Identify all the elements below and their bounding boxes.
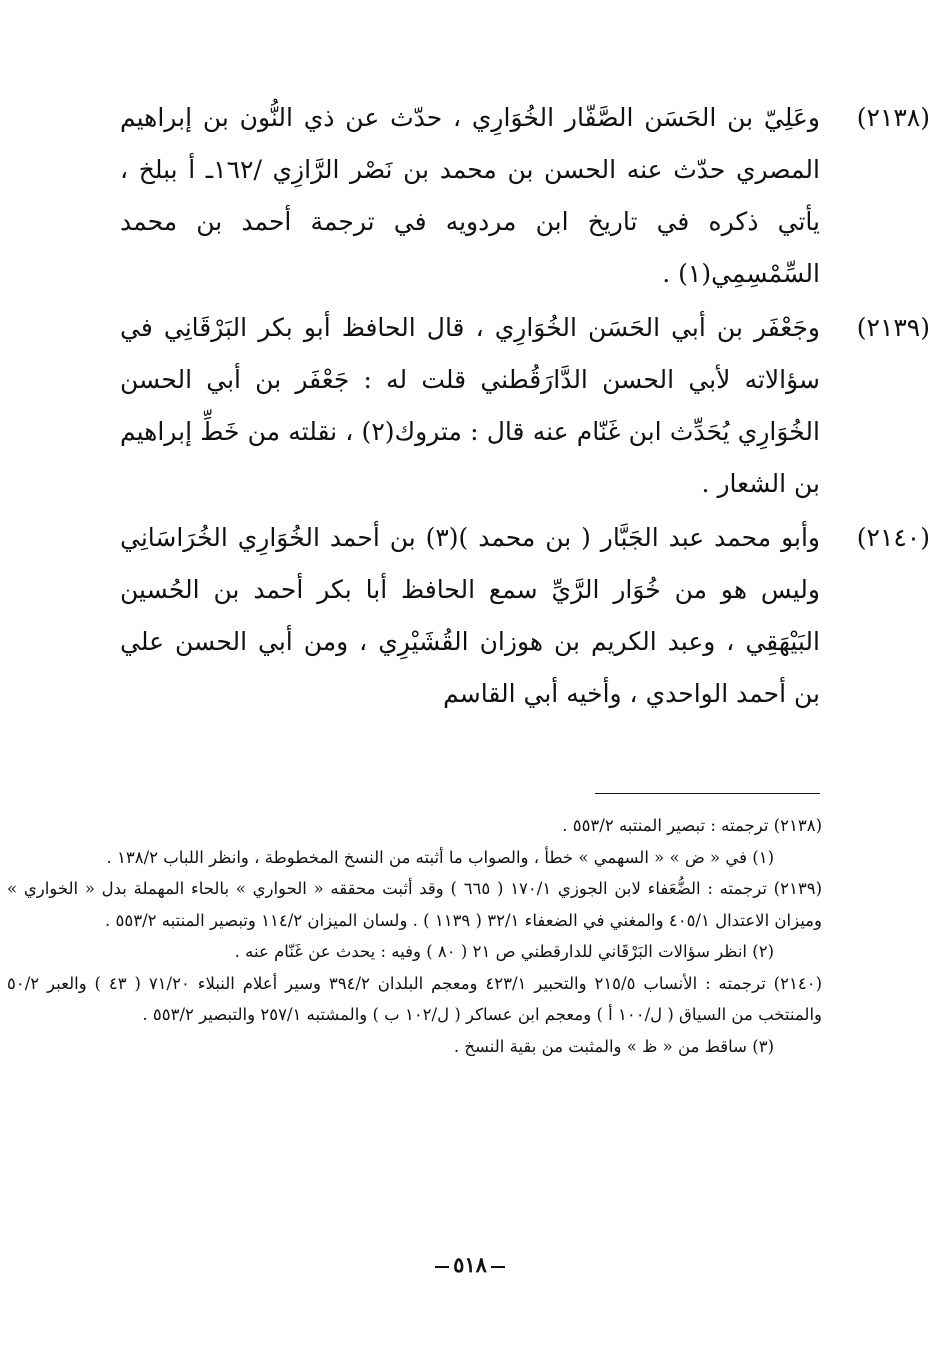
- footnote-separator: [595, 793, 820, 794]
- entry-number: (٢١٣٨): [856, 103, 930, 132]
- footnote-3: (٣) ساقط من « ظ » والمثبت من بقية النسخ .: [453, 1036, 774, 1056]
- dash-left: [435, 1266, 449, 1268]
- entry-number: (٢١٤٠): [856, 523, 930, 552]
- entry-text: وأبو محمد عبد الجَبَّار ( بن محمد )(٣) بن أحمد الخُوَارِي الخُرَاسَانِي وليس هو من خُوَار الرَّيِّ سمع الحافظ أبا بكر أحمد بن الحُسين البَيْهَقِي ، وعبد الكريم بن هوزان القُشَيْرِي ، ومن أبي الحسن علي بن أحمد الواحدي ، وأخيه أبي القاسم: [120, 523, 820, 708]
- entry-number: (٢١٣٩): [856, 313, 930, 342]
- entry-2139: [120, 302, 930, 510]
- page-number: ٥١٨: [453, 1252, 487, 1277]
- entry-text: وجَعْفَر بن أبي الحَسَن الخُوَارِي ، قال الحافظ أبو بكر البَرْقَانِي في سؤالاته لأبي الحسن الدَّارَقُطني قلت له : جَعْفَر بن أبي الحسن الخُوَارِي يُحَدِّث ابن غَنّام عنه قال : متروك(٢) ، نقلته من خَطِّ إبراهيم بن الشعار .: [120, 313, 820, 498]
- footnotes: [7, 810, 822, 1062]
- entry-text: وعَلِيّ بن الحَسَن الصَّفّار الخُوَارِي ، حدّث عن ذي النُّون بن إبراهيم المصري حدّث عنه الحسن بن محمد بن نَصْر الرَّازِي /١٦٢ـ أ ببلخ ، يأتي ذكره في تاريخ ابن مردويه في ترجمة أحمد بن محمد السِّمْسِمِي(١) .: [120, 103, 820, 288]
- entry-2140: [120, 512, 930, 720]
- footnote-1: (١) في « ض » « السهمي » خطأ ، والصواب ما أثبته من النسخ المخطوطة ، وانظر اللباب ١٣٨/٢ .: [106, 847, 774, 867]
- page-number-block: [0, 1250, 940, 1280]
- footnote-entry-2139: (٢١٣٩) ترجمته : الضُّعَفاء لابن الجوزي ١٧٠/١ ( ٦٦٥ ) وقد أثبت محققه « الحواري » بالحاء المهملة بدل « الخواري » وميزان الاعتدال ٤٠٥/١ والمغني في الضعفاء ٣٢/١ ( ١١٣٩ ) . ولسان الميزان ١١٤/٢ وتبصير المنتبه ٥٥٣/٢ .: [7, 879, 822, 930]
- entry-2138: [120, 92, 930, 300]
- dash-right: [491, 1266, 505, 1268]
- footnote-entry-2140: (٢١٤٠) ترجمته : الأنساب ٢١٥/٥ والتحبير ٤٢٣/١ ومعجم البلدان ٣٩٤/٢ وسير أعلام النبلاء ٧١/٢٠ ( ٤٣ ) والعبر ٥٠/٢ والمنتخب من السياق ( ل/١٠٠ أ ) ومعجم ابن عساكر ( ل/١٠٢ ب ) والمشتبه ٢٥٧/١ والتبصير ٥٥٣/٢ .: [7, 973, 823, 1024]
- footnote-entry-2138: (٢١٣٨) ترجمته : تبصير المنتبه ٥٥٣/٢ .: [562, 816, 822, 835]
- footnote-2: (٢) انظر سؤالات البَرْقَاني للدارقطني ص ٢١ ( ٨٠ ) وفيه : يحدث عن غَنّام عنه .: [234, 942, 774, 961]
- main-text: [120, 92, 930, 720]
